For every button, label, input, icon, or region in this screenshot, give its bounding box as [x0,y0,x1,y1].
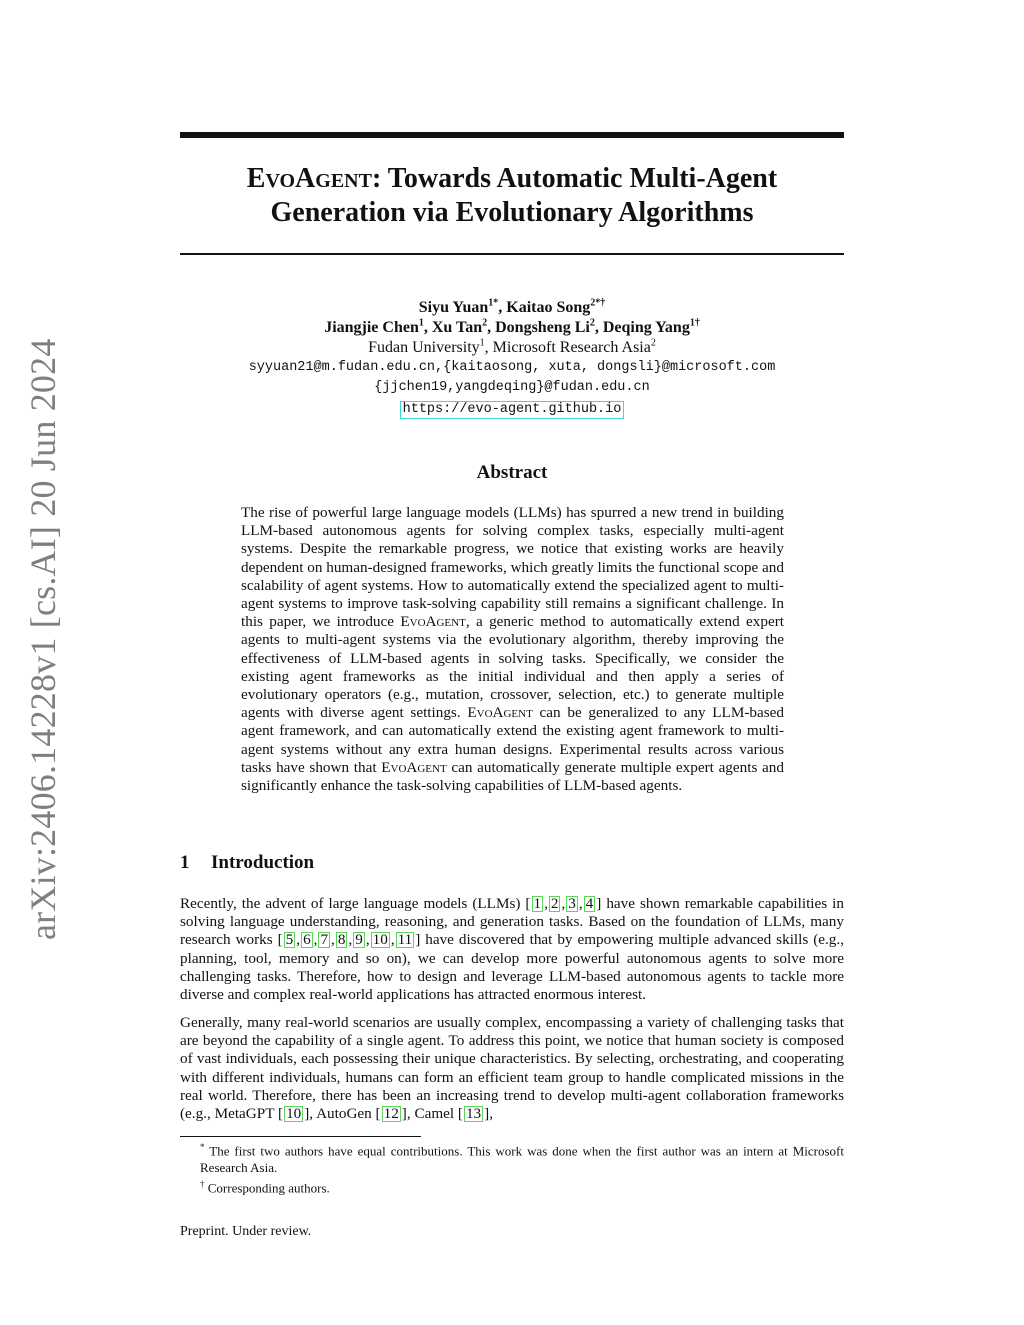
citation-link[interactable]: 9 [355,931,363,949]
author-name: Kaitao Song [506,299,591,316]
paragraph-text: Generally, many real-world scenarios are usually complex, encompassing a variety of challenging tasks that are beyond the capability of a single agent. To address this point, we notice that human society is composed of vast individuals, each possessing their unique characteristics. By selecting, orchestrating, and cooperating with different individuals, humans can form an efficient team group to handle complicated missions in the real world. Therefore, there has been an increasing trend to develop multi-agent collaboration frameworks (e.g., MetaGPT [ [180,1014,844,1123]
author-name: Xu Tan [431,319,483,336]
author-name: Siyu Yuan [418,299,489,316]
author-mark: 1* [488,297,499,309]
footnote-rule [180,1136,421,1137]
footnote-mark: † [200,1179,205,1190]
abstract-part: The rise of powerful large language models (LLMs) has spurred a new trend in building LLM-based autonomous agents for solving complex tasks, especially multi-agent systems. Despite the remarkable progress, we notice that existing works are heavily dependent on human-designed frameworks, which greatly limits the functional scope and scalability of agent systems. How to automatically extend the specialized agent to multi-agent systems to improve task-solving capability still remains a significant challenge. In this paper, we introduce [241,504,784,631]
method-name: EvoAgent [467,704,533,722]
title-bottom-rule [180,253,844,255]
title-top-rule [180,132,844,138]
citation-link[interactable]: 8 [337,931,346,949]
author-mark: 2 [589,317,595,329]
method-name: EvoAgent [400,613,466,631]
paragraph-text: ], [484,1105,493,1123]
footnote-text: Corresponding authors. [207,1180,330,1196]
author-mark: 2 [482,317,488,329]
footnote-text: The first two authors have equal contributions. This work was done when the first author was an intern at Microsoft Research Asia. [200,1143,844,1176]
section-number: 1 [180,852,190,873]
affiliation-mark: 2 [650,337,656,349]
method-name: EvoAgent [381,758,447,776]
footnote-2 [180,1176,844,1196]
abstract-text [241,504,784,795]
project-url-link[interactable]: https://evo-agent.github.io [400,401,625,419]
citation-link[interactable]: 4 [585,895,594,912]
paragraph-text: ] have shown remarkable capabilities in solving language understanding, reasoning, and generation tasks. Based on the foundation of LLMs, many research works [ [180,895,844,949]
title-line2: Generation via Evolutionary Algorithms [270,197,754,228]
citation-link[interactable]: 2 [550,895,559,912]
abstract-part: can be generalized to any LLM-based agent framework, and can automatically extend the existing agent framework to multi-agent systems without any extra human designs. Experimental results across various tasks have shown that [241,704,784,776]
citation-link[interactable]: 10 [372,931,388,949]
title-method-name: EvoAgent [246,163,372,194]
email-line-1: syyuan21@m.fudan.edu.cn,{kaitaosong, xuta, dongsli}@microsoft.com [248,360,776,375]
author-name: Dongsheng Li [495,319,590,336]
author-line-1: Siyu Yuan$^{1*}$, Kaitao Song$^{2*\dagger}$ [418,297,606,316]
citation-link[interactable]: 3 [568,895,576,912]
citation-link[interactable]: 5 [285,931,294,949]
author-mark: 1† [689,317,700,329]
author-line-2: Jiangjie Chen$^1$, Xu Tan$^2$, Dongsheng Li$^2$, Deqing Yang$^{1\dagger}$ [324,317,700,336]
footnotes [180,1139,844,1197]
author-name: Deqing Yang [602,319,690,336]
section-title: Introduction [211,852,315,873]
author-mark: 1 [418,317,424,329]
author-block [180,298,844,419]
section-heading [180,852,314,874]
title-line1-rest: : Towards Automatic Multi-Agent [371,163,778,194]
preprint-footer: Preprint. Under review. [180,1224,312,1239]
citation-link[interactable]: 10 [286,1105,302,1123]
paper-title [180,162,844,230]
paragraph-text: ] have discovered that by empowering multiple advanced skills (e.g., planning, tool, memory and so on), we can develop more powerful autonomous agents to solve more challenging tasks. Therefore, how to design and leverage LLM-based autonomous agents to tackle more diverse and complex real-world applications has attracted enormous interest. [180,931,844,1004]
citation-link[interactable]: 1 [533,895,542,912]
citation-link[interactable]: 13 [465,1105,482,1123]
intro-paragraph-1: Recently, the advent of large language models (LLMs) [ 1 , 2 , 3 , 4 ] have shown remarkable capabilities in solving language understanding, reasoning, and generation tasks. Based on the foundation of LLMs, many research works [ 5 , 6 , 7 , 8 , 9 , 10 , 11 ] have discovered that by empowering multiple advanced skills (e.g., planning, tool, memory and so on), we can develop more powerful autonomous agents to solve more challenging tasks. Therefore, how to design and leverage LLM-based autonomous agents to tackle more diverse and complex real-world applications has attracted enormous interest. [180,895,844,1004]
affiliation: Fudan University [368,339,480,356]
author-mark: 2*† [590,297,606,309]
citation-link[interactable]: 11 [397,931,413,949]
paragraph-text: ], Camel [ [401,1105,463,1123]
citation-link[interactable]: 7 [320,931,329,949]
abstract-part: can automatically generate multiple expert agents and significantly enhance the task-solving capabilities of LLM-based agents. [241,758,784,795]
intro-paragraph-2 [180,1014,844,1123]
citation-link[interactable]: 12 [383,1105,399,1123]
paragraph-text: ], AutoGen [ [304,1105,381,1123]
affiliations: Fudan University$^1$, Microsoft Research Asia$^2$ [368,337,656,356]
arxiv-stamp: arXiv:2406.14228v1 [cs.AI] 20 Jun 2024 [23,338,63,940]
affiliation-mark: 1 [479,337,485,349]
footnote-mark: * [200,1142,205,1152]
abstract-part: , a generic method to automatically extend expert agents to multi-agent systems via the evolutionary algorithm, thereby improving the effectiveness of LLM-based agents in solving tasks. Specifically, we consider the existing agent frameworks as the initial individual and then apply a series of evolutionary operators (e.g., mutation, crossover, selection, etc.) to generate multiple agents with diverse agent settings. [241,613,785,722]
citation-link[interactable]: 6 [303,931,311,949]
paragraph-text: Recently, the advent of large language models (LLMs) [ [180,895,531,912]
abstract-heading: Abstract [476,462,548,483]
author-name: Jiangjie Chen [324,319,419,336]
email-line-2: {jjchen19,yangdeqing}@fudan.edu.cn [374,380,650,395]
affiliation: Microsoft Research Asia [492,339,651,356]
footnote-1 [180,1139,844,1176]
